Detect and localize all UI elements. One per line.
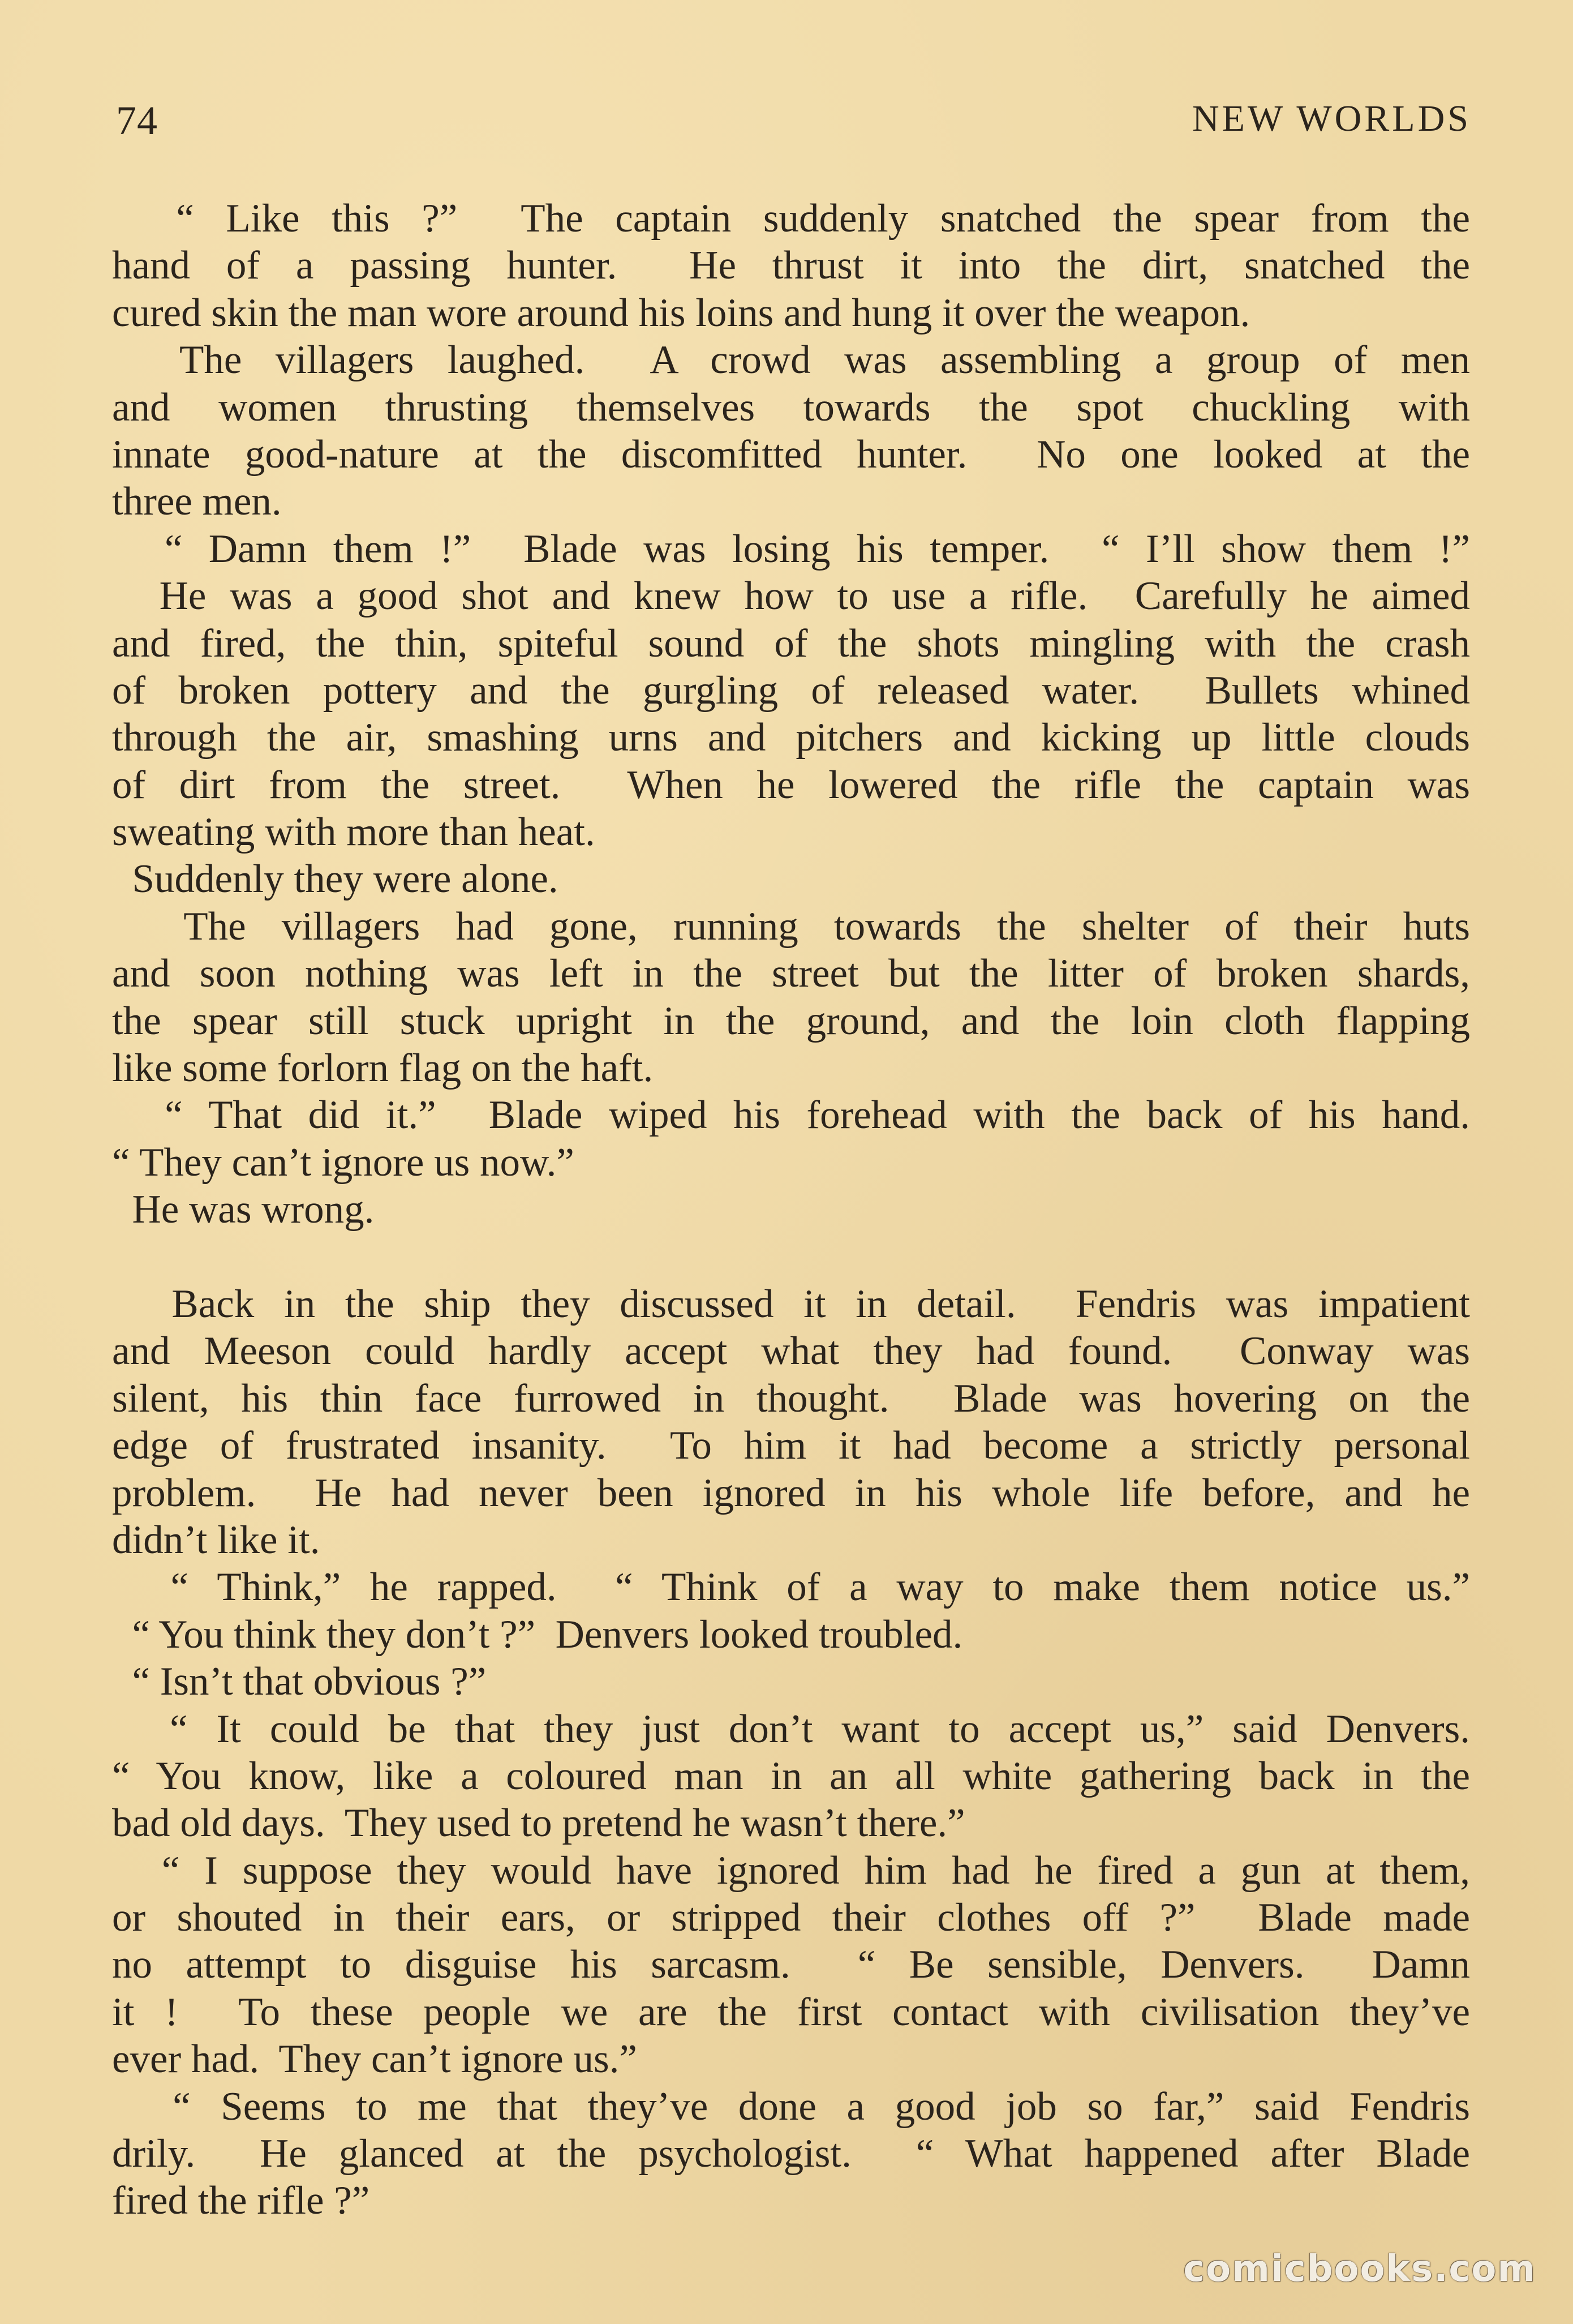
text-line: ever had. They can’t ignore us.” (112, 2037, 637, 2082)
text-line: fired the rifle ?” (112, 2179, 370, 2223)
page-number: 74 (116, 98, 158, 143)
text-line: Back in the ship they discussed it in detail. Fendris was impatient (112, 1281, 1470, 1326)
text-line: the spear still stuck upright in the ground, and the loin cloth flapping (112, 998, 1470, 1043)
text-line: or shouted in their ears, or stripped their clothes off ?” Blade made (112, 1896, 1470, 1940)
text-line: The villagers had gone, running towards the shelter of their huts (112, 904, 1470, 949)
text-line: innate good-nature at the discomfitted hunter. No one looked at the (112, 432, 1470, 477)
section-break (112, 1234, 1470, 1281)
running-head: NEW WORLDS (1192, 98, 1471, 139)
text-line: Suddenly they were alone. (112, 857, 558, 902)
page-header (116, 97, 1471, 160)
text-line: “ Think,” he rapped. “ Think of a way to make them notice us.” (112, 1565, 1470, 1610)
text-line: cured skin the man wore around his loins and hung it over the weapon. (112, 290, 1250, 335)
text-line: of dirt from the street. When he lowered the rifle the captain was (112, 762, 1470, 807)
text-line: The villagers laughed. A crowd was assembling a group of men (112, 338, 1470, 383)
text-line: He was wrong. (112, 1187, 375, 1232)
text-line: edge of frustrated insanity. To him it had become a strictly personal (112, 1423, 1470, 1468)
text-line: “ Like this ?” The captain suddenly snatched the spear from the (112, 196, 1470, 241)
text-line: “ Seems to me that they’ve done a good job so far,” said Fendris (112, 2084, 1470, 2129)
text-line: “ Isn’t that obvious ?” (112, 1660, 487, 1704)
text-line: “ Damn them !” Blade was losing his temper. “ I’ll show them !” (112, 526, 1470, 571)
text-line: hand of a passing hunter. He thrust it into the dirt, snatched the (112, 243, 1470, 288)
text-line: three men. (112, 479, 282, 524)
body-text (112, 195, 1470, 2225)
text-line: bad old days. They used to pretend he wasn’t there.” (112, 1801, 965, 1846)
text-line: “ I suppose they would have ignored him had he fired a gun at them, (112, 1848, 1470, 1893)
text-line: problem. He had never been ignored in his whole life before, and he (112, 1470, 1470, 1515)
text-line: it ! To these people we are the first contact with civilisation they’ve (112, 1989, 1470, 2034)
text-line: silent, his thin face furrowed in thought. Blade was hovering on the (112, 1376, 1470, 1421)
text-line: of broken pottery and the gurgling of released water. Bullets whined (112, 668, 1470, 713)
text-line: and fired, the thin, spiteful sound of the shots mingling with the crash (112, 621, 1470, 666)
text-line: “ They can’t ignore us now.” (112, 1140, 574, 1185)
text-line: no attempt to disguise his sarcasm. “ Be sensible, Denvers. Damn (112, 1943, 1470, 1987)
watermark: comicbooks.com (1183, 2248, 1536, 2290)
text-line: didn’t like it. (112, 1517, 320, 1562)
text-line: “ You think they don’t ?” Denvers looked troubled. (112, 1612, 963, 1657)
text-line: like some forlorn flag on the haft. (112, 1046, 654, 1091)
text-line: and Meeson could hardly accept what they had found. Conway was (112, 1329, 1470, 1374)
text-line: through the air, smashing urns and pitchers and kicking up little clouds (112, 715, 1470, 760)
text-line: “ It could be that they just don’t want to accept us,” said Denvers. (112, 1706, 1470, 1751)
text-line: and soon nothing was left in the street but the litter of broken shards, (112, 951, 1470, 996)
text-line: sweating with more than heat. (112, 810, 595, 855)
text-line: drily. He glanced at the psychologist. “ What happened after Blade (112, 2132, 1470, 2176)
text-line: He was a good shot and knew how to use a rifle. Carefully he aimed (112, 574, 1470, 619)
text-line: “ You know, like a coloured man in an all white gathering back in the (112, 1753, 1470, 1798)
text-line: and women thrusting themselves towards the spot chuckling with (112, 385, 1470, 430)
text-line: “ That did it.” Blade wiped his forehead with the back of his hand. (112, 1093, 1470, 1138)
